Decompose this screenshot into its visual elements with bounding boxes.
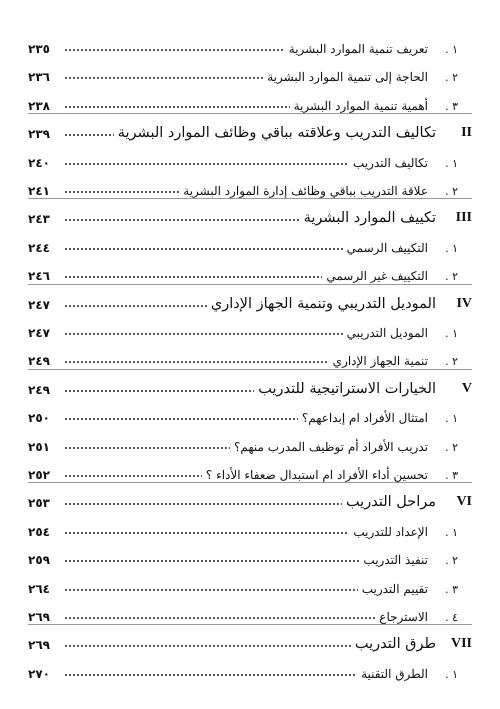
toc-section-row[interactable] <box>28 626 472 652</box>
toc-subsection-row[interactable] <box>28 30 472 56</box>
toc-subsection-row[interactable] <box>28 58 472 84</box>
toc-subsection-row[interactable] <box>28 570 472 596</box>
toc-entry-title: تدريب الأفراد أم توظيف المدرب منهم؟ <box>234 439 428 454</box>
dot-leader <box>64 673 357 677</box>
toc-section-row[interactable] <box>28 200 472 226</box>
dot-leader <box>64 133 114 137</box>
toc-page-number: ٢٦٤ <box>28 581 50 596</box>
toc-entry-number: ٢ . <box>445 440 458 454</box>
dot-leader <box>64 190 179 194</box>
toc-page-number: ٢٦٩ <box>28 638 50 653</box>
toc-entry-title: التكييف الرسمي <box>346 240 428 255</box>
section-divider <box>28 284 472 285</box>
section-divider <box>28 369 472 370</box>
dot-leader <box>64 616 375 620</box>
toc-entry-number: ٣ . <box>445 99 458 113</box>
toc-subsection-row[interactable] <box>28 655 472 681</box>
toc-entry-title: طرق التدريب <box>354 636 436 653</box>
toc-entry-number: ٤ . <box>445 611 458 624</box>
toc-section-row[interactable] <box>28 371 472 397</box>
section-divider <box>28 113 472 114</box>
toc-entry-title: تحسين أداء الأفراد ام استبدال ضعفاء الأداء ؟ <box>205 468 428 482</box>
toc-page-number: ٢٤٠ <box>28 155 50 170</box>
dot-leader <box>64 446 230 450</box>
toc-entry-title: الموديل التدريبي وتنمية الجهاز الإداري <box>210 295 436 312</box>
dot-leader <box>64 247 343 251</box>
dot-leader <box>64 218 300 222</box>
toc-entry-title: علاقة التدريب بباقي وظائف إدارة الموارد البشرية <box>183 184 428 198</box>
toc-subsection-row[interactable] <box>28 87 472 113</box>
toc-entry-number: ٣ . <box>445 582 458 596</box>
section-divider <box>28 198 472 199</box>
dot-leader <box>64 76 263 80</box>
toc-entry-number: ١ . <box>445 241 458 255</box>
toc-page-number: ٢٤٣ <box>28 212 50 227</box>
toc-subsection-row[interactable] <box>28 144 472 170</box>
toc-entry-title: الخيارات الاستراتيجية للتدريب <box>258 380 436 397</box>
toc-page-number: ٢٥٤ <box>28 524 50 539</box>
toc-page-number: ٢٥٩ <box>28 553 50 568</box>
toc-page-number: ٢٣٥ <box>28 42 50 56</box>
dot-leader <box>64 304 207 308</box>
dot-leader <box>64 360 329 364</box>
dot-leader <box>64 389 254 393</box>
toc-entry-title: امتثال الأفراد ام إبداعهم؟ <box>301 411 428 426</box>
toc-subsection-row[interactable] <box>28 456 472 482</box>
toc-entry-number: ٢ . <box>445 185 458 198</box>
dot-leader <box>64 332 343 336</box>
toc-entry-title: الطرق التقنية <box>361 666 428 681</box>
dot-leader <box>64 105 290 109</box>
dot-leader <box>64 559 359 563</box>
toc-page-number: ٢٧٠ <box>28 666 50 681</box>
dot-leader <box>64 275 322 279</box>
dot-leader <box>64 417 298 421</box>
dot-leader <box>64 644 351 648</box>
toc-subsection-row[interactable] <box>28 257 472 283</box>
dot-leader <box>64 162 349 166</box>
toc-entry-title: تنفيذ التدريب <box>363 553 428 568</box>
toc-entry-title: الموديل التدريبي <box>346 326 428 340</box>
toc-page-number: ٢٥٣ <box>28 496 50 511</box>
toc-page-number: ٢٥٠ <box>28 411 50 426</box>
toc-subsection-row[interactable] <box>28 399 472 425</box>
toc-entry-number: II <box>461 125 472 141</box>
section-divider <box>28 624 472 625</box>
toc-entry-title: أهمية تنمية الموارد البشرية <box>293 98 428 113</box>
toc-entry-number: IV <box>456 295 472 311</box>
toc-page-number: ٢٥٢ <box>28 468 50 482</box>
toc-page-number: ٢٤٧ <box>28 326 50 340</box>
section-divider <box>28 482 472 483</box>
toc-page-number: ٢٦٩ <box>28 610 50 624</box>
toc-entry-number: III <box>455 210 472 226</box>
toc-entry-number: ١ . <box>445 43 458 56</box>
toc-entry-title: الحاجة إلى تنمية الموارد البشرية <box>267 70 428 85</box>
toc-page-number: ٢٤٧ <box>28 297 50 312</box>
toc-entry-title: تكاليف التدريب <box>353 155 428 170</box>
toc-subsection-row[interactable] <box>28 342 472 368</box>
toc-entry-number: ٢ . <box>445 270 458 284</box>
toc-entry-number: ٢ . <box>445 71 458 85</box>
dot-leader <box>64 502 342 506</box>
toc-entry-title: التكييف غير الرسمي <box>326 269 428 284</box>
toc-page-number: ٢٣٨ <box>28 98 50 113</box>
toc-subsection-row[interactable] <box>28 598 472 624</box>
toc-subsection-row[interactable] <box>28 229 472 255</box>
toc-page-number: ٢٤٩ <box>28 354 50 369</box>
toc-entry-title: تقييم التدريب <box>361 581 428 596</box>
toc-entry-title: الإعداد للتدريب <box>353 524 428 539</box>
toc-entry-number: ١ . <box>445 156 458 170</box>
toc-entry-title: تكاليف التدريب وعلاقته بباقي وظائف الموارد البشرية <box>117 125 436 142</box>
toc-entry-number: ٢ . <box>445 355 458 369</box>
dot-leader <box>64 588 358 592</box>
toc-subsection-row[interactable] <box>28 541 472 567</box>
toc-entry-title: تكييف الموارد البشرية <box>303 210 436 227</box>
toc-entry-title: تعريف تنمية الموارد البشرية <box>288 42 428 56</box>
dot-leader <box>64 531 349 535</box>
toc-subsection-row[interactable] <box>28 314 472 340</box>
toc-subsection-row[interactable] <box>28 172 472 198</box>
dot-leader <box>64 48 285 52</box>
toc-entry-number: ٣ . <box>445 469 458 482</box>
toc-section-row[interactable] <box>28 286 472 312</box>
toc-page-number: ٢٣٦ <box>28 70 50 85</box>
toc-subsection-row[interactable] <box>28 428 472 454</box>
toc-entry-number: ٢ . <box>445 554 458 568</box>
toc-section-row[interactable] <box>28 484 472 510</box>
toc-entry-number: ١ . <box>445 667 458 681</box>
dot-leader <box>64 474 202 478</box>
toc-entry-number: V <box>461 380 472 396</box>
toc-subsection-row[interactable] <box>28 513 472 539</box>
toc-page-number: ٢٤٦ <box>28 269 50 284</box>
toc-page-number: ٢٥١ <box>28 439 50 454</box>
toc-page-number: ٢٣٩ <box>28 127 50 142</box>
toc-entry-title: تنمية الجهاز الإداري <box>332 354 428 369</box>
toc-section-row[interactable] <box>28 115 472 141</box>
toc-page-number: ٢٤١ <box>28 184 50 198</box>
toc-page-number: ٢٤٤ <box>28 240 50 255</box>
toc-entry-title: الاسترجاع <box>379 610 428 624</box>
toc-page-number: ٢٤٩ <box>28 382 50 397</box>
toc-entry-number: ١ . <box>445 412 458 426</box>
toc-entry-title: مراحل التدريب <box>345 494 436 511</box>
toc-entry-number: ١ . <box>445 327 458 340</box>
toc-entry-number: VI <box>456 494 472 510</box>
toc-entry-number: VII <box>450 636 472 652</box>
toc-entry-number: ١ . <box>445 525 458 539</box>
